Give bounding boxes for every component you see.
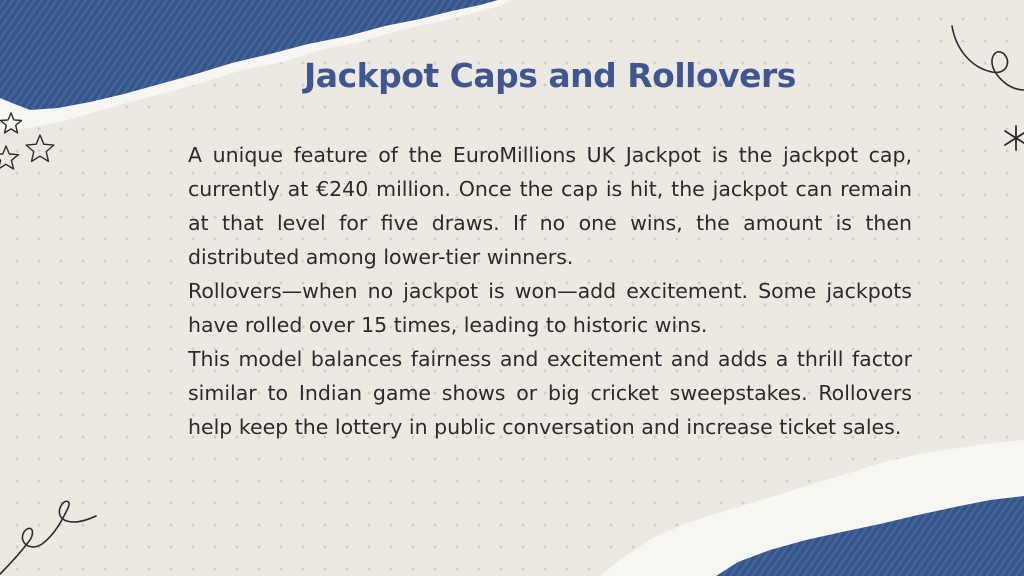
denim-bottom-right [600, 440, 1024, 576]
paragraph-rollovers: Rollovers—when no jackpot is won—add excitement. Some jackpots have rolled over 15 times, leading to historic wins. [188, 279, 912, 337]
star-icon [26, 135, 54, 161]
loop-doodle-bottom-left [0, 501, 96, 574]
paragraph-model-balance: This model balances fairness and excitement and adds a thrill factor similar to Indian game shows or big cricket sweepstakes. Rollovers help keep the lottery in public conversation and increase ticket sales. [188, 347, 912, 439]
slide-title: Jackpot Caps and Rollovers [304, 56, 796, 95]
slide-body [188, 138, 912, 444]
paragraph-jackpot-cap: A unique feature of the EuroMillions UK Jackpot is the jackpot cap, currently at €240 million. Once the cap is hit, the jackpot can remain at that level for five draws. If no one wins, the amount is then distributed among lower-tier winners. [188, 143, 912, 269]
asterisk-doodle [1005, 126, 1024, 150]
star-icon [0, 146, 18, 169]
